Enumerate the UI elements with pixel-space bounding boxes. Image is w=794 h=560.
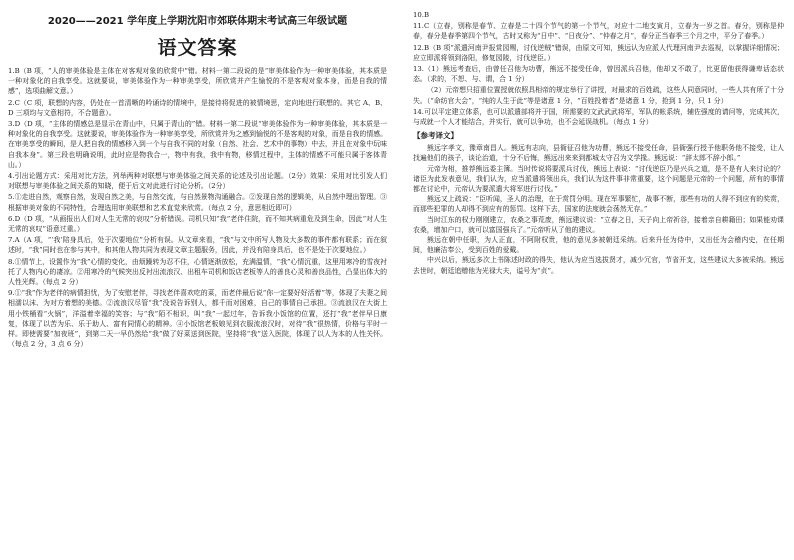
answer-item: 10.B (413, 11, 430, 19)
answer-item: 12.B（B 项“派遣河南尹报赏园赐，讨伐逆贼”错误，由原文可知，熊远认为应派人代理河南尹去巡视，以掌握详细情况；应立即派将领到洛阳，修复园陵，讨伐逆臣。） (413, 43, 784, 62)
answer-heading: 语文答案 (157, 37, 238, 59)
right-answers (413, 10, 784, 141)
answer-item: 3.D（D 项，“主体的情感总是显示在青山中，只属于青山的”错。材料一第二段说“审美体验作为一种审美体验，其本质是一种对象化的自我享受。这就要说，审美体验作为一种审美享受，所欣赏并为之感到愉悦的不是客观的对象，而是自我的情感。在审美享受的瞬间，是人把自我的情感移入到一个与自我不同的对象（自然、社会、艺术中的事物）中去，并且在对象中玩味自我本身”。第三段也明确说明，此时应是物我合一，物中有我，我中有物，移情过程中，主体的情感不可能只属于客体青山。） (8, 120, 387, 169)
reference-translation (413, 143, 784, 276)
answer-item: 7.A（A 项，“‘我’陪身具后，处于次要地位”分析有误。从文章来看，“我”与文中所写人物及大多数的事件都有联系；而在叙述时，“我”同时也在参与其中，和其他人物共同为表现文章主题服务，因此，并没有陪身具后，也不是处于次要地位。） (8, 236, 387, 255)
translation-paragraph: 熊远字孝文，豫章南昌人。熊远有志向，县衙征召他为功曹，熊远不接受任命，县衙强行授予他职务他不接受，让人找遍他们的孩子，谈论治道，十分不后悔，熊远出来来到都城太守召为文学掾。熊远说：“辞太郎不辞小郎。” (413, 144, 784, 163)
reference-translation-heading: 【参考译文】 (413, 131, 458, 141)
translation-paragraph: 当时江东的权力刚刚建立，农桑之事荒废，熊远建议说：“立春之日，天子向上帝祈谷，接着亲自耕籍田；如果能劝课农桑，增加户口，就可以富国强兵了。”元帝听从了他的建议。 (413, 215, 784, 234)
translation-paragraph: 元帝为相，推荐熊远委主簿。当时传说将要派兵讨伐，熊远上表说：“讨伐逆臣乃是兴兵之道，是不是有人来讨论的？诸臣为此发表意见，我们认为，应当派遣将领出兵，我们认为这件事非常重要，这个问题是元帝的一个问题，所有的事情都在讨论中，元帝认为要派遣大将军进行讨伐。” (413, 164, 784, 194)
answer-item: （2）元帝想只招重位置授就依照具相帝的规定举行了讲授，对最求的百姓疏，这些人同意同时，一些人共有所了十分失。（“命纺官大会”，“纯的人生于此”等是诸意 1 分，“百姓投着者”是诸意 1 分，抢到 1 分，只 1 分） (413, 86, 784, 105)
answer-item: 9.①“我”作为老伴的病情担忧，为了安慰老伴，寻找老伴喜欢吃的菜，而老伴最后说“你一定要好好活着”等，体现了夫妻之间相濡以沫、为对方着想的美德。②流浪汉尽管“我”没说告诉别人，都千而对困难，自己的事情自己承担。③流浪汉在大街上用小铁桶看“火锅”，洋溢着幸福的笑容；与“我”陌不相识，叫“我”一起过年，告诉我小饭馆的位置，还打“我”老伴早日康复，体现了以苦为乐、乐于助人、富有同情心的精神。④小饭馆老板娘见到衣服流浪汉时，对待“我”很热情，价格与平时一样。即使需要“加夜班”，到第二天一早仍然给“我”做了好菜送到医院，坚持将“我”送入医院，体现了以人为本的人性关怀。（每点 2 分，3 点 6 分） (8, 289, 387, 349)
answer-item: 13.（1）熊远考查后，由曾任召他为功曹，熊远不接受任命，曾因派兵召他，他却又不敢了，比更留他获得谦卑话态状态。（求的，不恕、与、谓，合 1 分） (413, 65, 784, 84)
answer-item: 4.引出论题方式：采用对比方法，列举两种对联想与审美体验之间关系的论述及引出论题。（2分）效果：采用对比引发人们对联想与审美体验之间关系的知晓，便于后文对此进行讨论分析。（2分） (8, 172, 387, 191)
left-answers (8, 66, 387, 349)
translation-paragraph: 中兴以后，熊远多次上书陈述时政的得失，他认为应当选拔贤才，减少冗官，节省开支，这些建议大多被采纳。熊远去世时，朝廷追赠他为光禄大夫，谥号为“贞”。 (413, 256, 784, 275)
translation-paragraph: 熊远又上疏说：“臣听闻，圣人的治理，在于赏罚分明。现在军事繁忙，战事不断，那些有功的人得不到应有的奖赏，而那些犯罪的人却得不到应有的惩罚。这样下去，国家的法度就会荡然无存。” (413, 195, 784, 214)
answer-item: 14.可以平定建立体系，也可以派遣部将并于国，所需要的文武武武将军，军队的帐系统，辅佐强度的请问等，完成其次，与成就一个人才能结合，并实行，就可以争功，也不会延误战机。（每点 1 分） (413, 107, 784, 127)
translation-paragraph: 熊远在朝中任职，为人正直，不阿附权贵，他的意见多被朝廷采纳。后来升任为侍中，又出任为会稽内史，在任期间，他廉洁奉公，受到百姓的爱戴。 (413, 236, 784, 255)
right-column (405, 0, 794, 560)
answer-item: 11.C（立春，别称是春节、立春是二十四个节气的第一个节气，对应十二地支寅月，立春为一岁之首。春分，别称是仲春，春分是春季第四个节气，古时又称为“日中”、“日夜分”、“仲春之月”，春分正当春季三个月之中，平分了春季。） (413, 22, 784, 41)
page-title: 2020——2021 学年度上学期沈阳市郊联体期末考试高三年级试题 (47, 16, 348, 27)
answer-item: 6.D（D 项，“从画报出人们对人生无常的哀叹”分析错误。司机只知“我”老伴住院，而不知其病重危及到生命，因此“对人生无常的哀叹”语意过重。） (8, 214, 387, 234)
answer-item: 8.①情节上，设置作为“我”心情的变化，由烦躁转为忍不住，心情逐渐放松，充满温情，“我”心情沉重，这里用寒冷的雪夜衬托了人物内心的凄凉。②用寒冷的气候突出反衬出流浪汉、出租车司机和饭店老板等人的善良心灵和善良品性，凸显出体大的人性光辉。（每点 2 分） (8, 257, 387, 287)
answer-item: 2.C（C 项，联想的内容，仍处在一首清晰的吟诵诗的情境中，是接待将促进的被情境思，定向地进行联想的。其它 A、B、D 三项均与文意相符，不合题意）。 (8, 98, 387, 117)
answer-item: 5.①走进自然，观察自然，发现自然之美，与自然交流，与自然景物沟通融合。②发现自然的逻辑美，从自然中理出智理。③根据审美对象的不同特性，合理选用审美联想和艺术直觉来欣赏。（每点 2 分，意思相近即可） (8, 193, 387, 212)
answer-item: 1.B（B 项，“人的审美体验是主体在对客观对象的欣赏中”错。材料一第二段说的是“审美体验作为一种审美体验，其本质是一种对象化的自我享受。这就要说，审美体验作为一种审美享受，所欣赏并产生愉悦的不是客观对象本身，而是自我的情感”，选项曲解文意。） (8, 67, 387, 96)
